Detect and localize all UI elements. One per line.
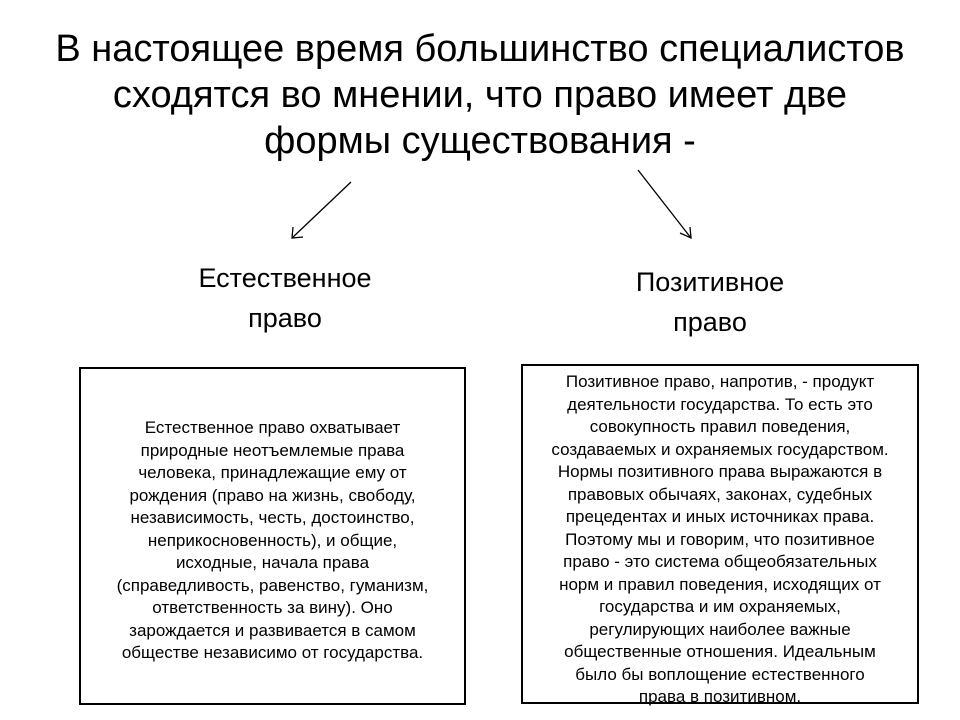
positive-law-text-line: Позитивное право, напротив, - продукт [565,372,875,391]
natural-law-text-line: неприкосновенность), и общие, [147,530,398,550]
positive-law-text-line: государства и им охраняемых, [599,597,841,616]
positive-law-text-line: совокупность правил поведения, [589,417,851,436]
natural-law-label-line: Естественное [198,263,372,293]
natural-law-text-line: Естественное право охватывает [144,418,401,437]
natural-law-text-line: природные неотъемлемые права [140,440,405,460]
positive-law-text-line: было бы воплощение естественного [575,664,865,684]
positive-law-description-box [521,364,919,704]
positive-law-text-line: деятельности государства. То есть это [567,394,873,414]
natural-law-text-line: исходные, начала права [175,553,370,572]
natural-law-description-box [79,367,466,705]
natural-law-label-line: право [248,303,322,333]
positive-law-label-line: право [673,307,747,337]
natural-law-text-line: зарождается и развивается в самом [129,620,416,640]
positive-law-text-line: прецедентах и иных источниках права. [565,507,875,526]
natural-law-text-line: (справедливость, равенство, гуманизм, [116,575,429,595]
slide-title-line: сходятся во мнении, что право имеет две [112,74,848,116]
positive-law-text-line: создаваемых и охраняемых государством. [551,439,889,459]
positive-law-text-line: регулирующих наиболее важные [589,619,851,639]
positive-law-text-line: право - это система общеобязательных [563,552,877,571]
natural-law-text-line: человека, принадлежащие ему от [138,463,407,482]
positive-law-label-line: Позитивное [635,267,785,297]
positive-law-label [580,262,840,342]
positive-law-text-line: Нормы позитивного права выражаются в [557,462,883,481]
slide-title-line: В настоящее время большинство специалистов [55,28,905,70]
positive-law-text-line: Поэтому мы и говорим, что позитивное [565,529,875,549]
natural-law-text-line: ответственность за вину). Оно [152,598,393,617]
positive-law-text-line: норм и правил поведения, исходящих от [559,574,881,594]
positive-law-text-line: права в позитивном. [638,687,802,706]
natural-law-text-line: независимость, честь, достоинство, [130,508,415,527]
positive-law-text-line: общественные отношения. Идеальным [564,642,876,661]
slide-title-line: формы существования - [264,120,696,162]
natural-law-text-line: рождения (право на жизнь, свободу, [129,485,416,505]
right-arrow [638,170,691,238]
left-arrow [292,182,351,238]
positive-law-text-line: правовых обычаях, законах, судебных [567,484,873,504]
natural-law-label [150,258,420,338]
natural-law-text-line: обществе независимо от государства. [121,643,424,662]
